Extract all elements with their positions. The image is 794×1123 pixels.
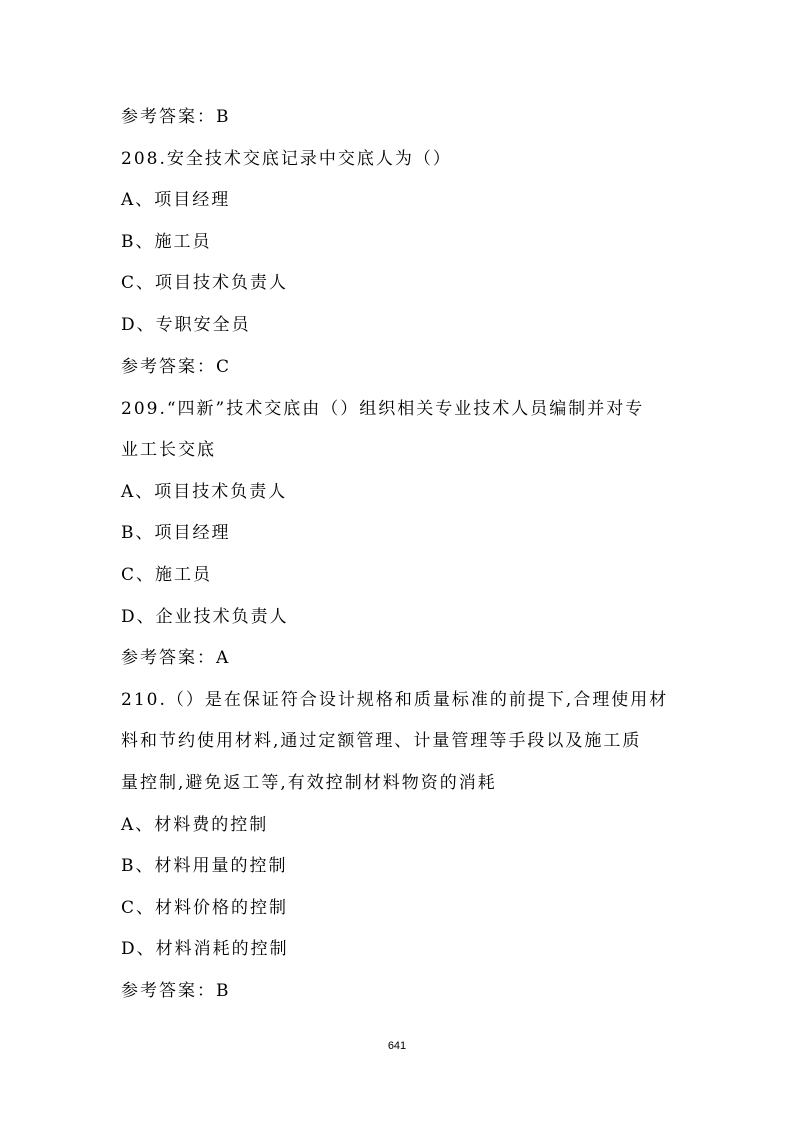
answer-209: 参考答案：A (121, 648, 231, 668)
page-number: 641 (387, 1040, 407, 1052)
option-209-d: D、企业技术负责人 (121, 607, 289, 627)
question-210-line-1: 210.（）是在保证符合设计规格和质量标准的前提下,合理使用材 (121, 690, 669, 710)
answer-208: 参考答案：C (121, 357, 232, 377)
question-210-line-3: 量控制,避免返工等,有效控制材料物资的消耗 (121, 773, 497, 793)
question-210-line-2: 料和节约使用材料,通过定额管理、计量管理等手段以及施工质 (121, 731, 642, 751)
option-209-a: A、项目技术负责人 (121, 482, 288, 502)
question-209-line-1: 209.“四新”技术交底由（）组织相关专业技术人员编制并对专 (121, 399, 645, 419)
option-210-d: D、材料消耗的控制 (121, 939, 289, 959)
question-208: 208.安全技术交底记录中交底人为（） (121, 149, 452, 169)
answer-207: 参考答案：B (121, 107, 231, 127)
option-209-c: C、施工员 (121, 565, 213, 585)
option-208-a: A、项目经理 (121, 190, 231, 210)
option-210-c: C、材料价格的控制 (121, 898, 289, 918)
option-208-c: C、项目技术负责人 (121, 273, 289, 293)
option-209-b: B、项目经理 (121, 523, 231, 543)
answer-210: 参考答案：B (121, 981, 231, 1001)
option-210-b: B、材料用量的控制 (121, 856, 288, 876)
option-208-b: B、施工员 (121, 232, 212, 252)
question-209-line-2: 业工长交底 (121, 440, 216, 460)
option-208-d: D、专职安全员 (121, 315, 251, 335)
option-210-a: A、材料费的控制 (121, 815, 269, 835)
